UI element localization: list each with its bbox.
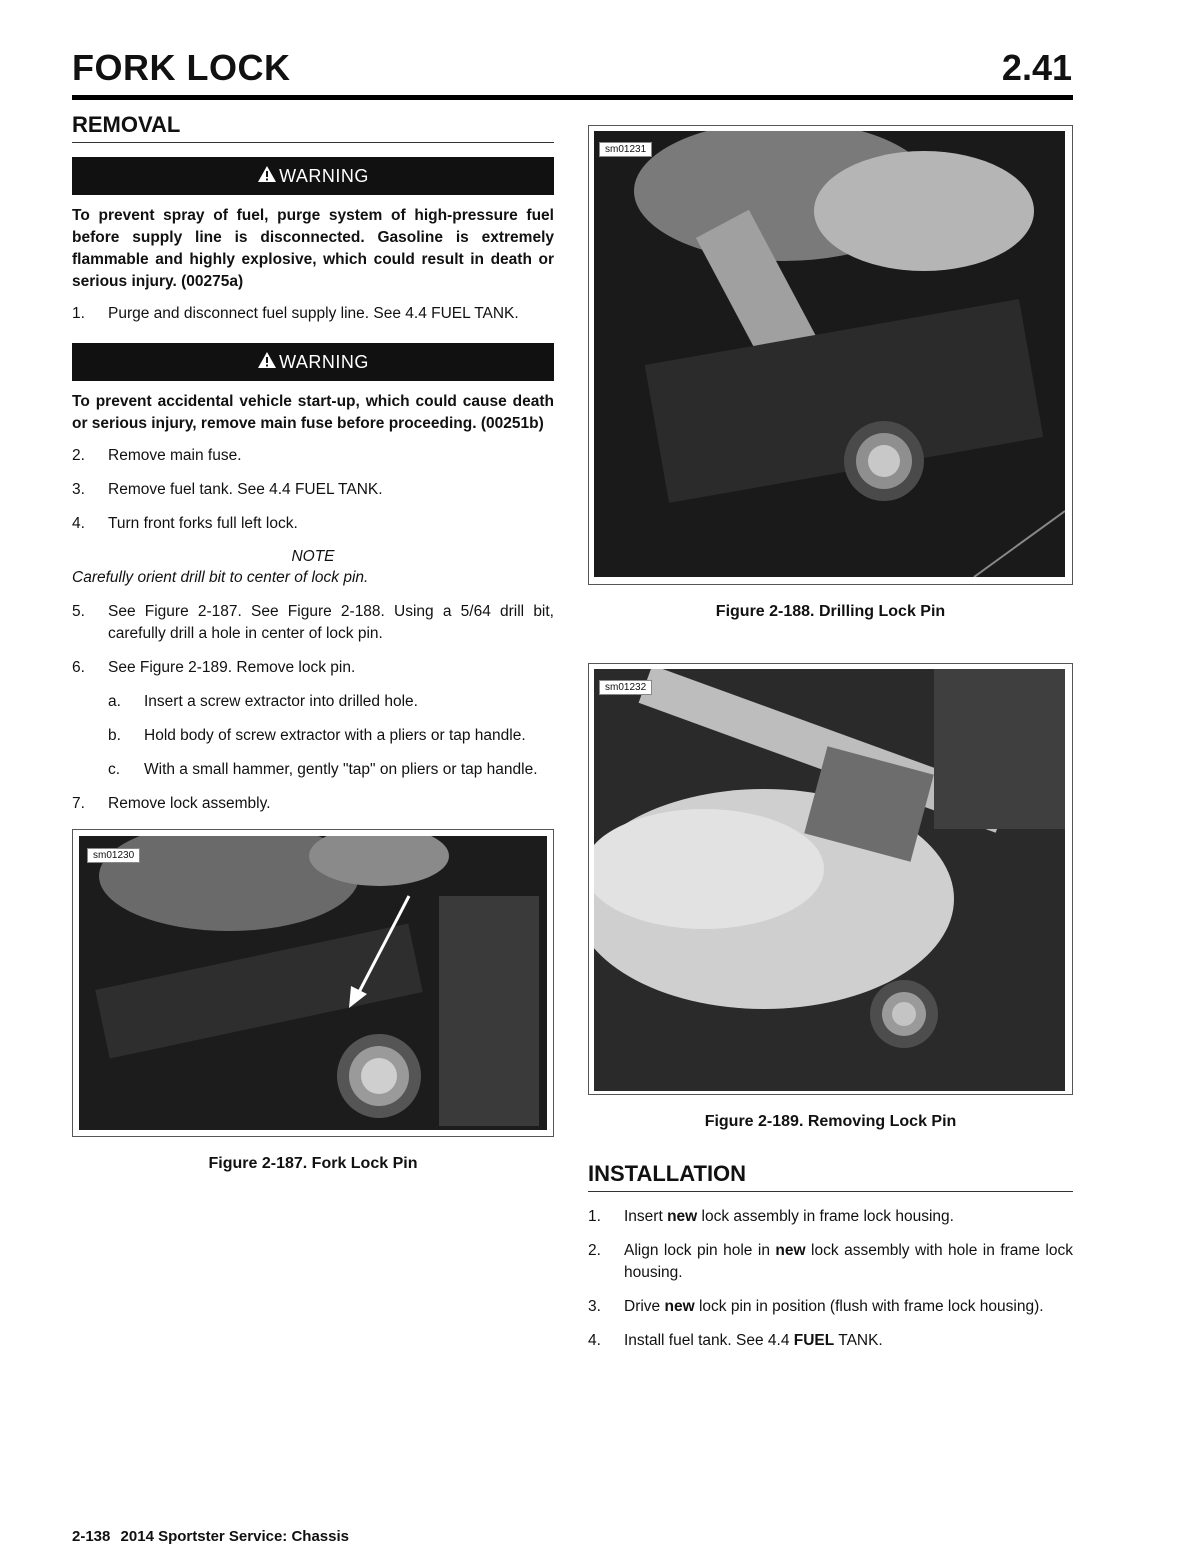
page-title: FORK LOCK	[72, 47, 291, 88]
warning-triangle-icon	[257, 351, 277, 374]
step-text-part: Drive	[624, 1298, 665, 1315]
step-keyword: new	[667, 1208, 698, 1225]
step-text-part: lock assembly in frame lock housing.	[697, 1208, 954, 1225]
substep-text: Insert a screw extractor into drilled hole.	[144, 693, 418, 710]
step-text	[624, 1206, 1073, 1228]
removal-step-1	[72, 303, 554, 325]
removal-heading: REMOVAL	[72, 110, 554, 143]
step-keyword: new	[664, 1298, 695, 1315]
installation-step-3	[588, 1296, 1073, 1318]
step-keyword: FUEL	[793, 1332, 835, 1349]
removal-step-2	[72, 445, 554, 467]
figure-id-label: sm01230	[87, 848, 140, 863]
footer-text: 2014 Sportster Service: Chassis	[120, 1528, 350, 1545]
fork-lock-pin-photo	[79, 836, 547, 1130]
step-text: See Figure 2-187. See Figure 2-188. Using a 5/64 drill bit, carefully drill a hole in center of lock pin.	[108, 603, 554, 642]
title-rule	[72, 95, 1073, 100]
warning-text-1: To prevent spray of fuel, purge system of high-pressure fuel before supply line is disconnected. Gasoline is extremely flammable and highly explosive, which could result in death or serious injury. (00275a)	[72, 207, 554, 290]
figure-caption: Figure 2-189. Removing Lock Pin	[704, 1113, 957, 1130]
footer-page-number: 2-138	[72, 1528, 111, 1545]
step-number: 7.	[72, 795, 85, 812]
removal-step-7	[72, 793, 554, 815]
removing-lock-pin-photo	[594, 669, 1065, 1091]
page-number: 2.41	[1001, 47, 1072, 88]
right-column	[588, 125, 1073, 1364]
step-text	[624, 1240, 1073, 1284]
removal-step-3	[72, 479, 554, 501]
step-text: Remove main fuse.	[108, 447, 242, 464]
step-number: 2.	[72, 447, 85, 464]
step-text: Remove lock assembly.	[108, 795, 271, 812]
warning-banner-2	[72, 343, 554, 381]
step-number: 3.	[588, 1298, 601, 1315]
step-number: 2.	[588, 1242, 601, 1259]
removal-step-6b	[108, 725, 554, 747]
step-text: Purge and disconnect fuel supply line. See 4.4 FUEL TANK.	[108, 305, 519, 322]
removal-step-4	[72, 513, 554, 535]
substep-letter: b.	[108, 727, 121, 744]
step-number: 6.	[72, 659, 85, 676]
step-number: 5.	[72, 603, 85, 620]
installation-step-2	[588, 1240, 1073, 1284]
figure-2-189	[588, 663, 1073, 1095]
warning-triangle-icon	[257, 165, 277, 188]
step-text-part: lock assembly with hole in frame lock housing.	[624, 1242, 1073, 1281]
substep-text: With a small hammer, gently "tap" on pliers or tap handle.	[144, 761, 538, 778]
warning-banner-1	[72, 157, 554, 195]
warning-text-2: To prevent accidental vehicle start-up, which could cause death or serious injury, remove main fuse before proceeding. (00251b)	[72, 393, 554, 432]
step-number: 3.	[72, 481, 85, 498]
substep-text: Hold body of screw extractor with a pliers or tap handle.	[144, 727, 526, 744]
step-text	[624, 1330, 1073, 1352]
step-text-part: lock pin in position (flush with frame lock housing).	[694, 1298, 1044, 1315]
figure-caption: Figure 2-188. Drilling Lock Pin	[715, 603, 946, 620]
step-text: Remove fuel tank. See 4.4 FUEL TANK.	[108, 481, 383, 498]
figure-id-label: sm01232	[599, 680, 652, 695]
installation-step-4	[588, 1330, 1073, 1352]
note-label: NOTE	[291, 548, 335, 565]
step-text	[624, 1296, 1073, 1318]
note-text: Carefully orient drill bit to center of lock pin.	[72, 569, 369, 586]
page-footer	[72, 1528, 349, 1545]
substep-letter: c.	[108, 761, 121, 778]
step-text: See Figure 2-189. Remove lock pin.	[108, 659, 356, 676]
substep-letter: a.	[108, 693, 121, 710]
removal-step-6a	[108, 691, 554, 713]
warning-label: WARNING	[279, 351, 369, 372]
step-text: Turn front forks full left lock.	[108, 515, 298, 532]
removal-step-6	[72, 657, 554, 679]
figure-id-label: sm01231	[599, 142, 652, 157]
step-text-part: TANK.	[834, 1332, 883, 1349]
installation-step-1	[588, 1206, 1073, 1228]
installation-heading: INSTALLATION	[588, 1159, 1073, 1192]
step-text-part: Insert	[624, 1208, 668, 1225]
warning-label: WARNING	[279, 165, 369, 186]
removal-step-6c	[108, 759, 554, 781]
step-text-part: Align lock pin hole in	[624, 1242, 776, 1259]
step-number: 1.	[588, 1208, 601, 1225]
drilling-lock-pin-photo	[594, 131, 1065, 577]
left-column	[72, 110, 554, 1173]
step-number: 4.	[72, 515, 85, 532]
figure-2-188	[588, 125, 1073, 585]
removal-step-5	[72, 601, 554, 645]
step-text-part: Install fuel tank. See 4.4	[624, 1332, 794, 1349]
step-number: 4.	[588, 1332, 601, 1349]
figure-caption: Figure 2-187. Fork Lock Pin	[208, 1155, 418, 1172]
step-number: 1.	[72, 305, 85, 322]
figure-2-187	[72, 829, 554, 1137]
step-keyword: new	[775, 1242, 806, 1259]
